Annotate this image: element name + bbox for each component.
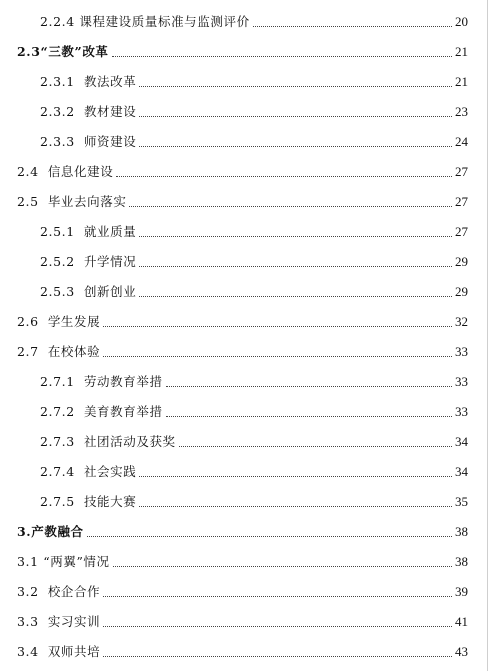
toc-entry-3-4[interactable]: [17, 637, 468, 661]
toc-entry-2-7-5[interactable]: [40, 487, 468, 511]
toc-dot-leader: [253, 25, 452, 27]
toc-entry-2-7[interactable]: [17, 337, 468, 361]
toc-page-number: 39: [455, 584, 468, 599]
toc-entry-3-3[interactable]: [17, 607, 468, 631]
toc-page-number: 23: [455, 104, 468, 119]
toc-page-number: 24: [455, 134, 468, 149]
toc-dot-leader: [103, 355, 452, 357]
toc-dot-leader: [103, 325, 452, 327]
toc-page-number: 34: [455, 464, 468, 479]
toc-page-number: 27: [455, 164, 468, 179]
toc-entry-title: 2.3.2 教材建设: [40, 104, 137, 119]
toc-page-number: 43: [455, 644, 468, 659]
toc-entry-2-3-2[interactable]: [40, 97, 468, 121]
toc-dot-leader: [139, 145, 452, 147]
toc-page-number: 21: [455, 44, 468, 59]
toc-entry-title: 2.5.2 升学情况: [40, 254, 137, 269]
toc-dot-leader: [166, 415, 452, 417]
toc-dot-leader: [113, 565, 452, 567]
toc-entry-title: 2.7.1 劳动教育举措: [40, 374, 163, 389]
toc-dot-leader: [179, 445, 452, 447]
toc-page-number: 35: [455, 494, 468, 509]
toc-page-number: 27: [455, 194, 468, 209]
toc-page-number: 29: [455, 284, 468, 299]
toc-entry-title: 2.6 学生发展: [17, 314, 101, 329]
toc-page-number: 20: [455, 14, 468, 29]
toc-entry-2-4[interactable]: [17, 157, 468, 181]
toc-entry-title: 2.3“三教”改革: [17, 44, 109, 59]
toc-entry-title: 2.3.3 师资建设: [40, 134, 137, 149]
toc-entry-title: 2.7.5 技能大赛: [40, 494, 137, 509]
toc-entry-title: 3.2 校企合作: [17, 584, 101, 599]
toc-dot-leader: [103, 655, 452, 657]
toc-page-number: 27: [455, 224, 468, 239]
toc-entry-3-2[interactable]: [17, 577, 468, 601]
toc-entry-2-5-1[interactable]: [40, 217, 468, 241]
toc-dot-leader: [139, 85, 452, 87]
toc-page-number: 33: [455, 374, 468, 389]
toc-dot-leader: [139, 295, 452, 297]
toc-dot-leader: [129, 205, 452, 207]
toc-dot-leader: [139, 475, 452, 477]
toc-dot-leader: [139, 265, 452, 267]
toc-entry-title: 2.5.1 就业质量: [40, 224, 137, 239]
toc-dot-leader: [103, 595, 452, 597]
toc-entry-2-3-1[interactable]: [40, 67, 468, 91]
toc-entry-title: 3.1 “两翼”情况: [17, 554, 110, 569]
toc-dot-leader: [103, 625, 452, 627]
toc-entry-title: 2.5.3 创新创业: [40, 284, 137, 299]
toc-entry-2-7-2[interactable]: [40, 397, 468, 421]
toc-dot-leader: [112, 55, 452, 57]
toc-dot-leader: [166, 385, 452, 387]
toc-entry-title: 3.产教融合: [17, 524, 84, 539]
toc-entry-2-5-2[interactable]: [40, 247, 468, 271]
toc-entry-3-1[interactable]: [17, 547, 468, 571]
toc-entry-title: 2.4 信息化建设: [17, 164, 114, 179]
toc-entry-title: 2.7.2 美育教育举措: [40, 404, 163, 419]
toc-page-number: 33: [455, 344, 468, 359]
toc-page-number: 41: [455, 614, 468, 629]
toc-page-number: 34: [455, 434, 468, 449]
toc-page-number: 32: [455, 314, 468, 329]
toc-entry-2-3[interactable]: [17, 37, 468, 61]
toc-dot-leader: [139, 115, 452, 117]
toc-page-number: 21: [455, 74, 468, 89]
toc-entry-title: 2.2.4 课程建设质量标准与监测评价: [40, 14, 250, 29]
toc-entry-2-5[interactable]: [17, 187, 468, 211]
toc-entry-2-3-3[interactable]: [40, 127, 468, 151]
toc-entry-2-7-4[interactable]: [40, 457, 468, 481]
toc-entry-title: 2.3.1 教法改革: [40, 74, 137, 89]
toc-entry-title: 2.5 毕业去向落实: [17, 194, 127, 209]
toc-page-number: 33: [455, 404, 468, 419]
toc-entry-2-7-1[interactable]: [40, 367, 468, 391]
toc-dot-leader: [139, 505, 452, 507]
toc-page-number: 38: [455, 524, 468, 539]
toc-page-number: 29: [455, 254, 468, 269]
toc-entry-title: 3.3 实习实训: [17, 614, 101, 629]
toc-entry-2-6[interactable]: [17, 307, 468, 331]
toc-entry-title: 2.7 在校体验: [17, 344, 101, 359]
toc-entry-title: 2.7.4 社会实践: [40, 464, 137, 479]
toc-entry-title: 3.4 双师共培: [17, 644, 101, 659]
toc-dot-leader: [87, 535, 452, 537]
toc-entry-title: 2.7.3 社团活动及获奖: [40, 434, 176, 449]
toc-dot-leader: [116, 175, 452, 177]
toc-dot-leader: [139, 235, 452, 237]
toc-page-number: 38: [455, 554, 468, 569]
toc-entry-2-2-4[interactable]: [40, 7, 468, 31]
toc-entry-3[interactable]: [17, 517, 468, 541]
toc-entry-2-7-3[interactable]: [40, 427, 468, 451]
toc-entry-2-5-3[interactable]: [40, 277, 468, 301]
